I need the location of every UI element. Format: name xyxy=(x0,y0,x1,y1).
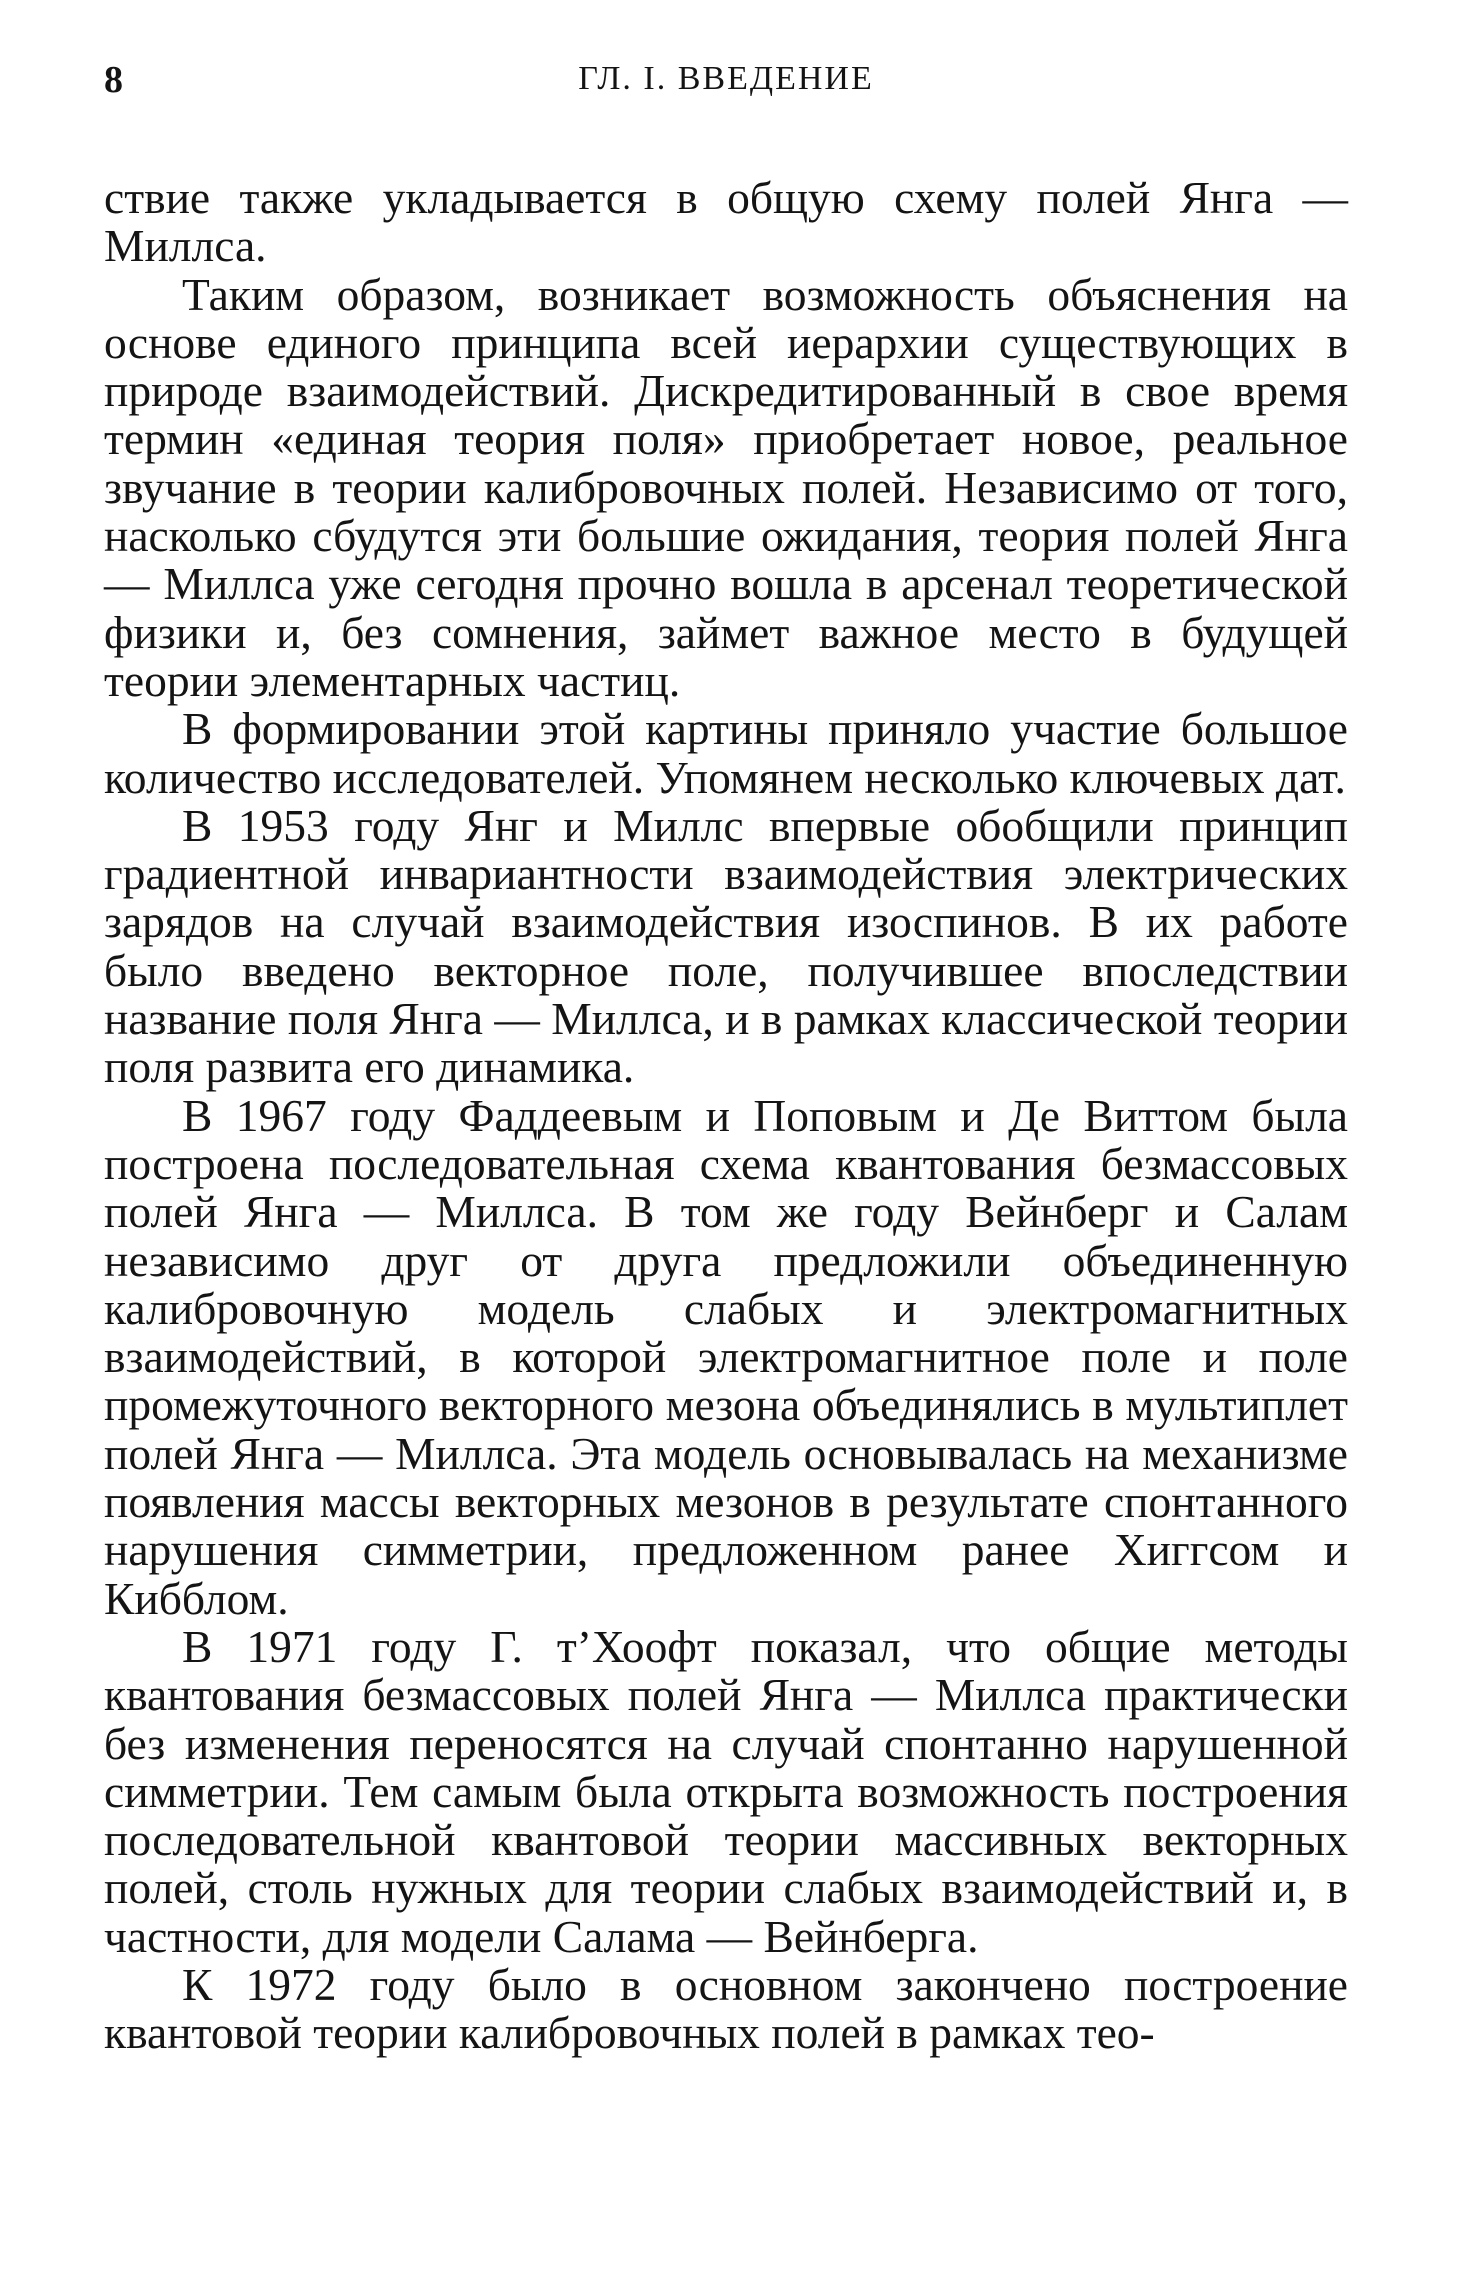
paragraph-unified-theory: Таким образом, возникает возможность объяснения на основе единого принципа всей иерархии существующих в природе взаимодействий. Дискредитированный в свое время термин «единая теория поля» приобретает новое, реальное звучание в теории калибровочных полей. Независимо от того, насколько сбудутся эти большие ожидания, теория полей Янга — Миллса уже сегодня прочно вошла в арсенал теоретической физики и, без сомнения, займет важное место в будущей теории элементарных частиц. xyxy=(104,268,1348,706)
paragraph-1972: К 1972 году было в основном закончено построение квантовой теории калибровочных полей в рамках тео- xyxy=(104,1958,1348,2059)
page-number: 8 xyxy=(104,59,125,101)
paragraph-key-dates: В формировании этой картины приняло участие большое количество исследователей. Упомянем несколько ключевых дат. xyxy=(104,703,1348,803)
body-text xyxy=(104,174,1348,2058)
chapter-title: ГЛ. I. ВВЕДЕНИЕ xyxy=(578,60,874,97)
book-page xyxy=(104,58,1348,2058)
paragraph-1971: В 1971 году Г. т’Хоофт показал, что общие методы квантования безмассовых полей Янга — Миллса практически без изменения переносятся на случай спонтанно нарушенной симметрии. Тем самым была открыта возможность построения последовательной квантовой теории массивных векторных полей, столь нужных для теории слабых взаимодействий и, в частности, для модели Салама — Вейнберга. xyxy=(104,1620,1348,1962)
paragraph-1967: В 1967 году Фаддеевым и Поповым и Де Виттом была построена последовательная схема квантования безмассовых полей Янга — Миллса. В том же году Вейнберг и Салам независимо друг от друга предложили объединенную калибровочную модель слабых и электромагнитных взаимодействий, в которой электромагнитное поле и поле промежуточного векторного мезона объединялись в мультиплет полей Янга — Миллса. Эта модель основывалась на механизме появления массы векторных мезонов в результате спонтанного нарушения симметрии, предложенном ранее Хиггсом и Кибблом. xyxy=(104,1089,1348,1624)
paragraph-1953: В 1953 году Янг и Миллс впервые обобщили принцип градиентной инвариантности взаимодействия электрических зарядов на случай взаимодействия изоспинов. В их работе было введено векторное поле, получившее впоследствии название поля Янга — Миллса, и в рамках классической теории поля развита его динамика. xyxy=(104,799,1348,1093)
paragraph-continued: ствие также укладывается в общую схему полей Янга — Миллса. xyxy=(104,172,1348,272)
running-head xyxy=(104,58,1348,114)
